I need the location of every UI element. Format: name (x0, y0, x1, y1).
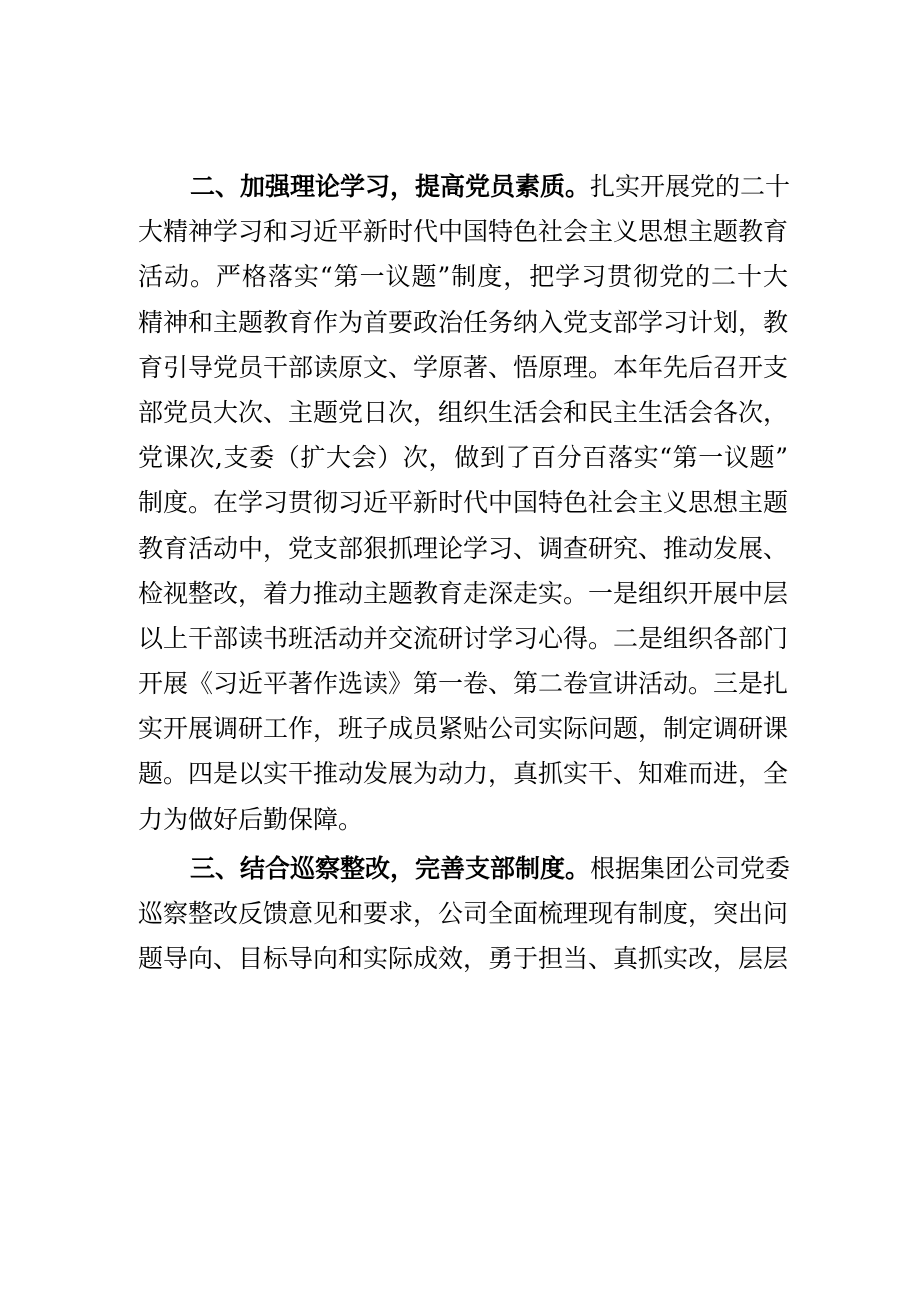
paragraph-line: 教育活动中，党支部狠抓理论学习、调查研究、推动发展、 (138, 533, 789, 563)
paragraph-line: 党课次,支委（扩大会）次，做到了百分百落实“第一议题” (138, 443, 788, 473)
paragraph-text: 扎实开展党的二十 (590, 172, 791, 201)
paragraph-line: 活动。严格落实“第一议题”制度，把学习贯彻党的二十大 (138, 262, 788, 292)
document-body (138, 164, 791, 985)
paragraph-line: 力为做好后勤保障。 (138, 804, 364, 834)
paragraph-line: 巡察整改反馈意见和要求，公司全面梳理现有制度，突出问 (138, 899, 789, 928)
paragraph-line: 大精神学习和习近平新时代中国特色社会主义思想主题教育 (138, 217, 789, 247)
paragraph-2 (138, 164, 791, 842)
paragraph-line: 育引导党员干部读原文、学原著、悟原理。本年先后召开支 (138, 352, 789, 382)
paragraph-line: 题。四是以实干推动发展为动力，真抓实干、知难而进，全 (138, 759, 789, 789)
paragraph-line: 以上干部读书班活动并交流研讨学习心得。二是组织各部门 (138, 623, 789, 653)
paragraph-line: 检视整改，着力推动主题教育走深走实。一是组织开展中层 (138, 578, 789, 608)
paragraph-line: 部党员大次、主题党日次，组织生活会和民主生活会各次， (138, 397, 789, 427)
paragraph-heading: 二、加强理论学习，提高党员素质。 (190, 172, 591, 201)
paragraph-line: 题导向、目标导向和实际成效，勇于担当、真抓实改，层层 (138, 944, 789, 974)
paragraph-line: 精神和主题教育作为首要政治任务纳入党支部学习计划，教 (138, 307, 789, 337)
paragraph-3 (138, 846, 791, 982)
paragraph-line: 实开展调研工作，班子成员紧贴公司实际问题，制定调研课 (138, 714, 789, 744)
paragraph-line (138, 846, 791, 891)
paragraph-heading: 三、结合巡察整改，完善支部制度。 (190, 853, 591, 883)
paragraph-line: 开展《习近平著作选读》第一卷、第二卷宣讲活动。三是扎 (138, 669, 789, 699)
paragraph-line: 制度。在学习贯彻习近平新时代中国特色社会主义思想主题 (138, 488, 789, 518)
paragraph-line (138, 164, 791, 209)
paragraph-text: 根据集团公司党委 (590, 853, 791, 883)
